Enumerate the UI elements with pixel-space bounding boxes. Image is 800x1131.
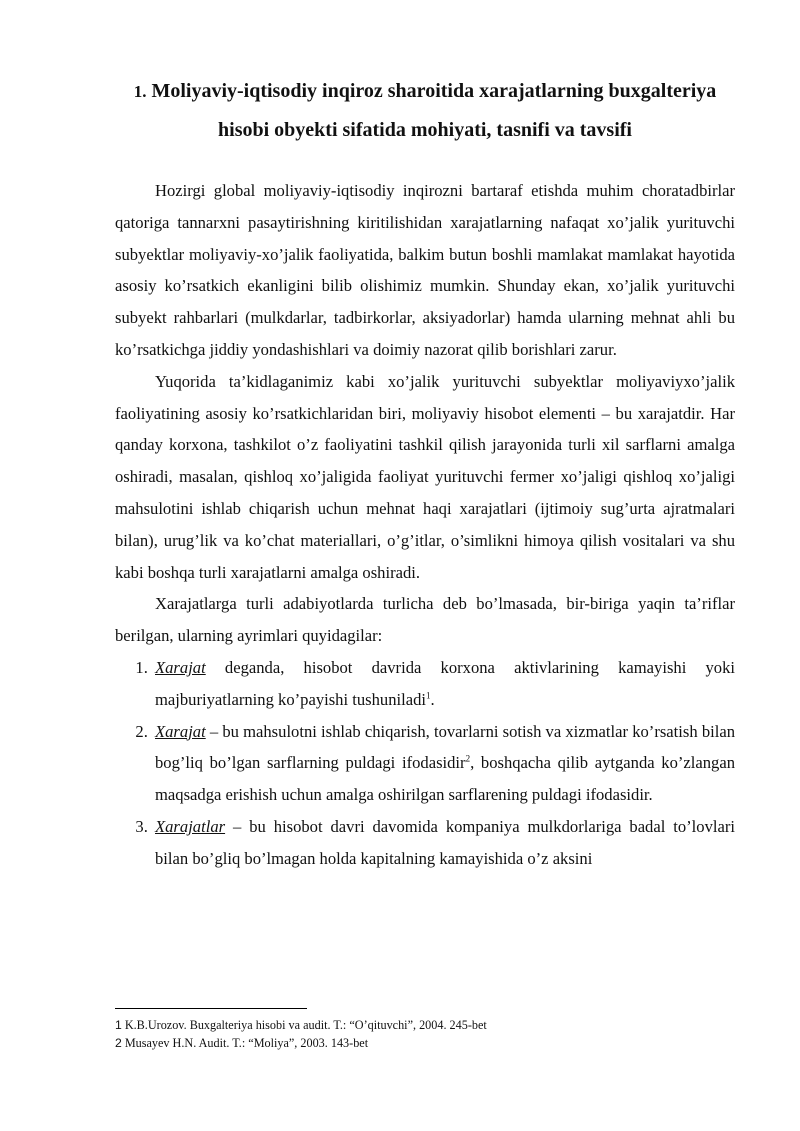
definition-text-tail: .: [430, 689, 435, 709]
definition-text: – bu mahsulotni ishlab chiqarish, tovarlarni sotish va xizmatlar ko’rsatish bilan bog’liq bo’lgan sarflarning puldagi ifodasidir: [155, 721, 735, 773]
definition-text: – bu hisobot davri davomida kompaniya mulkdorlariga badal to’lovlari bilan bo’gliq bo’lmagan holda kapitalning kamayishida o’z aksini: [155, 816, 735, 868]
footnote-text: Musayev H.N. Audit. T.: “Moliya”, 2003. 143-bet: [124, 1036, 369, 1050]
section-number: 1.: [133, 82, 147, 101]
definition-text: deganda, hisobot davrida korxona aktivlarining kamayishi yoki majburiyatlarning ko’payishi tushuniladi: [155, 657, 735, 709]
list-item: [152, 811, 735, 875]
paragraph: Xarajatlarga turli adabiyotlarda turlicha deb bo’lmasada, bir-biriga yaqin ta’riflar berilgan, ularning ayrimlari quyidagilar:: [115, 594, 735, 646]
list-item: [152, 652, 735, 716]
section-heading: [110, 72, 740, 149]
definition-list: [115, 652, 735, 875]
paragraph: Hozirgi global moliyaviy-iqtisodiy inqirozni bartaraf etishda muhim choratadbirlar qatoriga tannarxni pasaytirishning kiritilishidan xarajatlarning nafaqat xo’jalik yurituvchi subyektlar moliyaviy-xo’jalik faoliyatida, balkim butun boshli mamlakat mamlakat hayotida asosiy ko’rsatkich ekanligini bilib olishimiz mumkin. Shunday ekan, xo’jalik yurituvchi subyekt rahbarlari (mulkdarlar, tadbirkorlar, aksiyadorlar) hamda ularning mehnat ahli bu ko’rsatkichga jiddiy yondashishlari va doimiy nazorat qilib borishlari zarur.: [115, 181, 735, 359]
footnote-ref[interactable]: 1: [426, 690, 431, 701]
definition-term: Xarajatlar: [155, 816, 226, 836]
definition-term: Xarajat: [155, 657, 206, 677]
list-item: [152, 716, 735, 811]
footnote-ref[interactable]: 2: [465, 753, 471, 764]
section-title: Moliyaviy-iqtisodiy inqiroz sharoitida xarajatlarning buxgalteriya hisobi obyekti sifatida mohiyati, tasnifi va tavsifi: [151, 80, 717, 141]
definition-text-tail: , boshqacha qilib aytganda ko’zlangan maqsadga erishish uchun amalga oshirilgan sarflarening puldagi ifodasidir.: [155, 753, 735, 805]
footnotes: [115, 1016, 735, 1052]
footnote-number: 2: [115, 1036, 122, 1050]
footnote-text: K.B.Urozov. Buxgalteriya hisobi va audit. T.: “O’qituvchi”, 2004. 245-bet: [124, 1018, 487, 1032]
paragraph: Yuqorida ta’kidlaganimiz kabi xo’jalik yurituvchi subyektlar moliyaviyxo’jalik faoliyatining asosiy ko’rsatkichlaridan biri, moliyaviy hisobot elementi – bu xarajatdir. Har qanday korxona, tashkilot o’z faoliyatini tashkil qilish jarayonida turli xil sarflarni amalga oshiradi, masalan, qishloq xo’jaligida faoliyat yurituvchi fermer xo’jaligi qishloq xo’jaligi mahsulotini ishlab chiqarish uchun mehnat haqi xarajatlari (ijtimoiy sug’urta ajratmalari bilan), urug’lik va ko’chat materiallari, o’g’itlar, o’simlikni himoya qilish vositalari va shu kabi boshqa turli xarajatlarni amalga oshiradi.: [115, 371, 735, 582]
footnote-separator: [115, 1008, 307, 1009]
body-text: [115, 175, 735, 875]
footnote: [115, 1034, 735, 1052]
footnote-number: 1: [115, 1018, 122, 1032]
definition-term: Xarajat: [155, 721, 206, 741]
footnote: [115, 1016, 735, 1034]
